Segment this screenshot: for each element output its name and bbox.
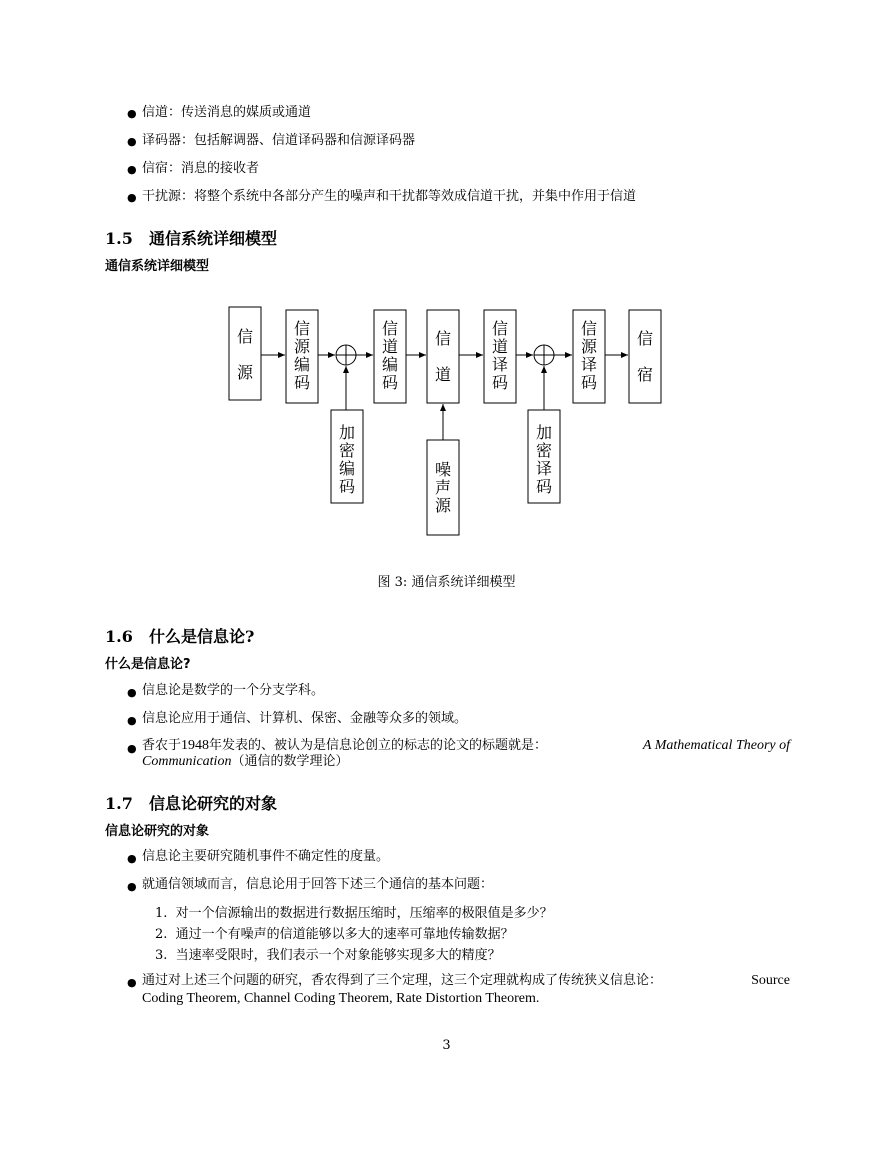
list-item [142,737,792,754]
box-label: 噪 [434,460,452,479]
text: 香农于 [142,738,182,753]
text: 通过对上述三个问题的研究，香农得到了三个定理，这三个定理就构成了传统狭义信息论： [142,973,663,988]
list-item: 信宿：消息的接收者 [142,161,260,176]
box-label: 信 [491,319,509,338]
box-label: 码 [491,373,509,392]
ordered-number: 2. [155,927,168,942]
section-number: 1.7 [105,794,133,813]
section-title: 信息论研究的对象 [149,794,278,813]
box-label: 译 [491,355,509,374]
list-item: 信息论是数学的一个分支学科。 [142,683,325,698]
bullet: ● [127,686,137,699]
box-label: 编 [381,355,399,374]
section-number: 1.6 [105,627,133,646]
box-label: 译 [535,459,553,478]
section-heading [105,624,254,647]
ordered-item [155,902,553,921]
bullet: ● [127,976,137,989]
section-subtitle: 什么是信息论? [105,657,191,672]
ordered-number: 1. [155,906,168,921]
list-item [142,972,792,989]
box-label: 码 [338,477,356,496]
ordered-text: 通过一个有噪声的信道能够以多大的速率可靠地传输数据？ [175,927,514,942]
box-label: 信 [381,319,399,338]
box-label: 声 [434,478,452,497]
box-label: 道 [434,365,452,384]
box-label: 信 [636,329,654,348]
ordered-number: 3. [155,948,168,963]
section-subtitle: 通信系统详细模型 [105,259,210,274]
box-label: 密 [338,441,356,460]
box-label: 编 [293,355,311,374]
bullet: ● [127,135,137,148]
ordered-item [155,944,501,963]
box-label: 码 [293,373,311,392]
box-channel [427,310,459,403]
box-label: 密 [535,441,553,460]
box-sink [629,310,661,403]
section-title: 通信系统详细模型 [149,229,278,248]
bullet: ● [127,880,137,893]
bullet: ● [127,163,137,176]
box-label: 信 [434,329,452,348]
box-label: 编 [338,459,356,478]
list-item: 干扰源：将整个系统中各部分产生的噪声和干扰都等效成信道干扰，并集中作用于信道 [142,189,637,204]
ordered-item [155,923,514,942]
box-label: 道 [381,337,399,356]
year: 1948 [181,738,210,753]
box-label: 道 [491,337,509,356]
figure-caption: 图 3: 通信系统详细模型 [377,575,516,590]
bullet: ● [127,191,137,204]
section-heading [105,791,277,814]
box-label: 信 [236,327,254,346]
text: （通信的数学理论） [231,754,349,769]
list-item: 信道：传送消息的媒质或通道 [142,105,312,120]
list-item: 就通信领域而言，信息论用于回答下述三个通信的基本问题： [142,877,494,892]
bullet: ● [127,742,137,755]
list-item: 信息论主要研究随机事件不确定性的度量。 [142,849,390,864]
list-item-continuation: Coding Theorem, Channel Coding Theorem, Rate Distortion Theorem. [142,991,540,1006]
box-label: 源 [293,337,311,356]
text-en: Source [751,973,790,988]
paper-title: Communication [142,754,232,769]
bullet: ● [127,852,137,865]
box-label: 信 [580,319,598,338]
paper-title: A Mathematical Theory of [642,738,790,753]
list-item: 信息论应用于通信、计算机、保密、金融等众多的领域。 [142,711,468,726]
text: 年发表的、被认为是信息论创立的标志的论文的标题就是： [209,738,548,753]
box-label: 源 [434,496,452,515]
page-number: 3 [442,1038,451,1053]
box-source [229,307,261,400]
box-label: 码 [381,373,399,392]
box-label: 宿 [636,365,654,384]
bullet: ● [127,714,137,727]
section-title: 什么是信息论? [149,627,255,646]
list-item: 译码器：包括解调器、信道译码器和信源译码器 [142,133,416,148]
box-label: 码 [580,373,598,392]
bullet: ● [127,107,137,120]
box-label: 码 [535,477,553,496]
box-label: 信 [293,319,311,338]
section-subtitle: 信息论研究的对象 [105,824,210,839]
box-label: 加 [338,423,356,442]
section-number: 1.5 [105,229,133,248]
ordered-text: 对一个信源输出的数据进行数据压缩时，压缩率的极限值是多少？ [175,906,553,921]
box-label: 源 [580,337,598,356]
list-item-continuation [142,753,348,770]
box-label: 加 [535,423,553,442]
box-label: 译 [580,355,598,374]
box-label: 源 [236,363,254,382]
ordered-text: 当速率受限时，我们表示一个对象能够实现多大的精度？ [175,948,501,963]
